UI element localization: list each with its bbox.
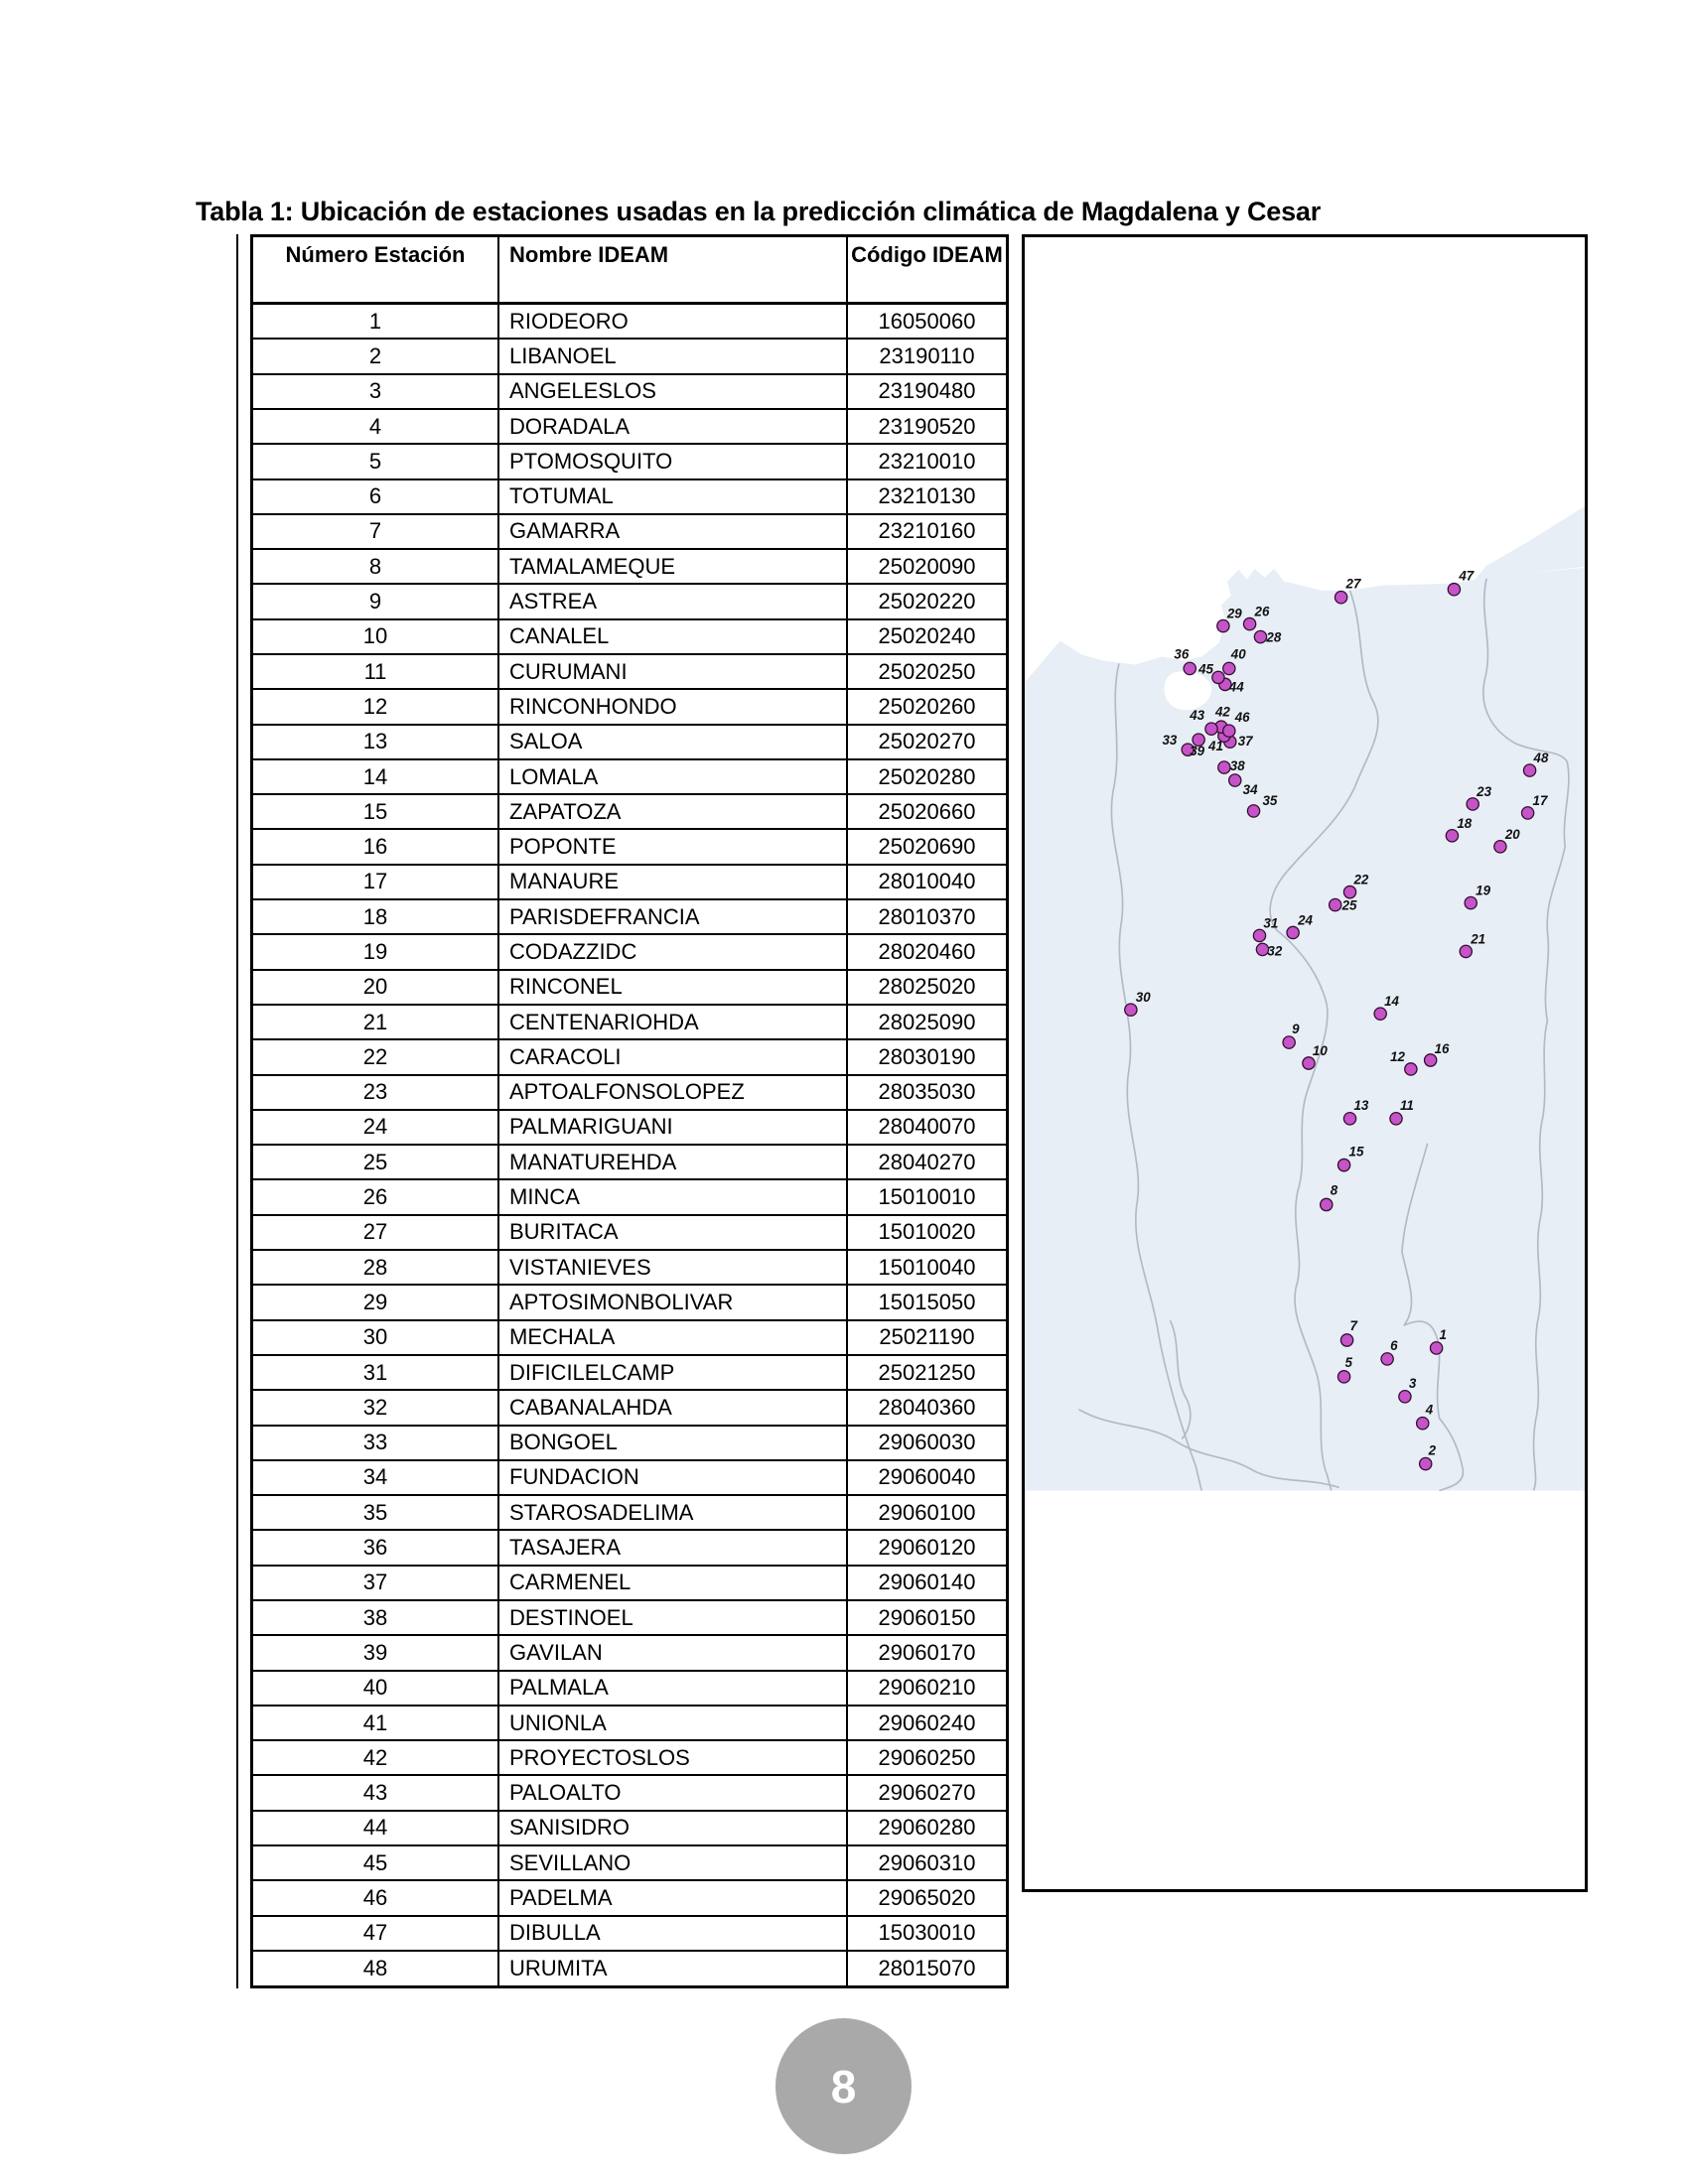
table-row: [252, 829, 1008, 864]
table-row: [252, 1706, 1008, 1740]
station-label: 6: [1390, 1337, 1398, 1353]
table-header: [252, 236, 1008, 304]
station-label: 32: [1267, 943, 1283, 959]
cell-nombre: ZAPATOZA: [498, 794, 847, 829]
table-row: [252, 1530, 1008, 1565]
station-dot: [1303, 1057, 1315, 1069]
cell-numero: 16: [252, 829, 499, 864]
cell-numero: 44: [252, 1811, 499, 1845]
column-header: Nombre IDEAM: [498, 236, 847, 304]
table-row: [252, 514, 1008, 549]
cell-nombre: VISTANIEVES: [498, 1250, 847, 1285]
cell-codigo: 15010020: [847, 1215, 1008, 1250]
station-dot: [1223, 662, 1235, 674]
table-row: [252, 374, 1008, 409]
cell-nombre: CODAZZIDC: [498, 934, 847, 969]
station-dot: [1399, 1391, 1411, 1403]
cell-nombre: MANAURE: [498, 865, 847, 899]
cell-nombre: CABANALAHDA: [498, 1390, 847, 1425]
station-label: 13: [1353, 1097, 1369, 1113]
column-header: Código IDEAM: [847, 236, 1008, 304]
station-dot: [1420, 1457, 1432, 1469]
cell-codigo: 29060040: [847, 1460, 1008, 1495]
station-label: 42: [1214, 704, 1230, 720]
station-dot: [1247, 805, 1259, 817]
cell-nombre: RINCONHONDO: [498, 689, 847, 724]
cell-numero: 4: [252, 409, 499, 444]
cell-numero: 14: [252, 759, 499, 794]
station-label: 12: [1390, 1048, 1405, 1065]
table-row: [252, 865, 1008, 899]
cell-numero: 36: [252, 1530, 499, 1565]
station-dot: [1184, 662, 1196, 674]
cell-numero: 46: [252, 1880, 499, 1915]
cell-numero: 41: [252, 1706, 499, 1740]
cell-nombre: PROYECTOSLOS: [498, 1740, 847, 1775]
cell-nombre: DESTINOEL: [498, 1600, 847, 1635]
station-label: 14: [1384, 994, 1400, 1010]
cell-nombre: LOMALA: [498, 759, 847, 794]
station-dot: [1229, 774, 1241, 786]
station-label: 2: [1428, 1442, 1437, 1458]
station-label: 33: [1162, 733, 1178, 749]
cell-codigo: 29060210: [847, 1671, 1008, 1706]
station-label: 31: [1263, 915, 1279, 931]
station-dot: [1254, 630, 1266, 642]
table-row: [252, 725, 1008, 759]
table-row: [252, 1250, 1008, 1285]
cell-numero: 18: [252, 899, 499, 934]
station-dot: [1283, 1036, 1295, 1048]
table-row: [252, 1566, 1008, 1600]
cell-codigo: 23210130: [847, 479, 1008, 514]
table-row: [252, 1460, 1008, 1495]
station-dot: [1212, 671, 1224, 683]
table-row: [252, 1355, 1008, 1390]
station-label: 29: [1226, 606, 1242, 621]
table-row: [252, 654, 1008, 689]
station-dot: [1321, 1198, 1333, 1210]
stations-map: [1025, 237, 1585, 1889]
cell-numero: 35: [252, 1495, 499, 1530]
cell-codigo: 28025020: [847, 970, 1008, 1005]
cell-nombre: BURITACA: [498, 1215, 847, 1250]
table-row: [252, 1215, 1008, 1250]
station-label: 26: [1254, 604, 1270, 619]
cell-codigo: 29060030: [847, 1426, 1008, 1460]
station-marker: [1330, 898, 1357, 913]
table-row: [252, 1320, 1008, 1355]
station-dot: [1287, 926, 1299, 938]
station-label: 3: [1408, 1375, 1417, 1391]
content-row: [236, 234, 1588, 1988]
cell-numero: 6: [252, 479, 499, 514]
station-label: 1: [1439, 1326, 1447, 1343]
station-label: 17: [1532, 792, 1548, 808]
station-dot: [1467, 798, 1478, 810]
guajira-land-area: [1475, 506, 1585, 580]
cell-nombre: PALMARIGUANI: [498, 1110, 847, 1145]
table-row: [252, 1880, 1008, 1915]
table-row: [252, 934, 1008, 969]
page-title: Tabla 1: Ubicación de estaciones usadas en la predicción climática de Magdalena y Cesar: [196, 197, 1322, 226]
cell-numero: 17: [252, 865, 499, 899]
cell-codigo: 23210160: [847, 514, 1008, 549]
station-dot: [1243, 617, 1255, 629]
station-label: 37: [1237, 734, 1253, 750]
table-row: [252, 1671, 1008, 1706]
cell-numero: 12: [252, 689, 499, 724]
station-label: 24: [1298, 912, 1313, 928]
station-dot: [1337, 1371, 1349, 1383]
station-dot: [1125, 1004, 1137, 1016]
cell-nombre: SALOA: [498, 725, 847, 759]
cell-codigo: 28040360: [847, 1390, 1008, 1425]
table-row: [252, 1285, 1008, 1319]
station-dot: [1330, 898, 1341, 910]
station-label: 9: [1292, 1022, 1300, 1037]
cell-numero: 23: [252, 1075, 499, 1110]
cell-nombre: DIBULLA: [498, 1916, 847, 1951]
station-dot: [1218, 761, 1230, 773]
table-row: [252, 304, 1008, 340]
column-header: Número Estación: [252, 236, 499, 304]
station-dot: [1523, 764, 1535, 776]
cell-codigo: 15030010: [847, 1916, 1008, 1951]
table-row: [252, 549, 1008, 584]
cell-nombre: RIODEORO: [498, 304, 847, 340]
cell-nombre: CURUMANI: [498, 654, 847, 689]
table-row: [252, 1179, 1008, 1214]
cell-nombre: PALMALA: [498, 1671, 847, 1706]
cell-numero: 48: [252, 1951, 499, 1987]
cell-codigo: 25021190: [847, 1320, 1008, 1355]
cell-codigo: 28015070: [847, 1951, 1008, 1987]
station-dot: [1253, 929, 1265, 941]
station-label: 23: [1477, 783, 1492, 799]
station-label: 38: [1229, 758, 1245, 774]
station-label: 11: [1399, 1097, 1414, 1113]
station-dot: [1446, 830, 1458, 842]
cell-numero: 45: [252, 1845, 499, 1880]
table-map-gap: [1009, 234, 1022, 244]
table-row: [252, 759, 1008, 794]
station-dot: [1390, 1113, 1402, 1125]
table-row: [252, 409, 1008, 444]
stations-table: [250, 234, 1009, 1988]
table-row: [252, 899, 1008, 934]
cell-codigo: 25020220: [847, 584, 1008, 618]
station-dot: [1223, 725, 1235, 737]
cell-nombre: DIFICILELCAMP: [498, 1355, 847, 1390]
station-label: 40: [1230, 646, 1246, 662]
cell-codigo: 23190520: [847, 409, 1008, 444]
cell-nombre: MECHALA: [498, 1320, 847, 1355]
cell-nombre: PALOALTO: [498, 1775, 847, 1810]
cell-numero: 37: [252, 1566, 499, 1600]
cell-numero: 7: [252, 514, 499, 549]
station-dot: [1494, 841, 1506, 853]
table-row: [252, 444, 1008, 478]
cell-numero: 8: [252, 549, 499, 584]
cell-numero: 25: [252, 1145, 499, 1179]
table-row: [252, 1951, 1008, 1987]
table-row: [252, 689, 1008, 724]
station-dot: [1374, 1008, 1386, 1020]
table-row: [252, 1426, 1008, 1460]
station-dot: [1337, 1159, 1349, 1170]
station-label: 45: [1198, 661, 1213, 677]
cell-numero: 24: [252, 1110, 499, 1145]
cell-codigo: 29060250: [847, 1740, 1008, 1775]
cell-codigo: 28010040: [847, 865, 1008, 899]
cell-numero: 1: [252, 304, 499, 340]
station-label: 28: [1266, 629, 1282, 645]
cell-nombre: POPONTE: [498, 829, 847, 864]
cell-codigo: 23210010: [847, 444, 1008, 478]
cell-nombre: MINCA: [498, 1179, 847, 1214]
cell-nombre: APTOSIMONBOLIVAR: [498, 1285, 847, 1319]
cell-numero: 38: [252, 1600, 499, 1635]
station-dot: [1405, 1063, 1417, 1075]
cell-nombre: APTOALFONSOLOPEZ: [498, 1075, 847, 1110]
station-label: 22: [1353, 872, 1369, 887]
cell-codigo: 15010040: [847, 1250, 1008, 1285]
cell-numero: 31: [252, 1355, 499, 1390]
station-label: 43: [1190, 708, 1205, 724]
table-row: [252, 1005, 1008, 1039]
cell-codigo: 25020660: [847, 794, 1008, 829]
station-dot: [1465, 896, 1477, 908]
table-outer-spacer: [236, 234, 250, 1988]
station-label: 15: [1348, 1144, 1364, 1160]
cell-nombre: ASTREA: [498, 584, 847, 618]
station-dot: [1340, 1334, 1352, 1346]
cell-codigo: 25020240: [847, 619, 1008, 654]
cell-codigo: 29060170: [847, 1635, 1008, 1670]
cell-codigo: 28030190: [847, 1039, 1008, 1074]
cell-nombre: CARMENEL: [498, 1566, 847, 1600]
cell-nombre: CENTENARIOHDA: [498, 1005, 847, 1039]
cell-codigo: 29060100: [847, 1495, 1008, 1530]
table-row: [252, 1811, 1008, 1845]
station-label: 39: [1190, 744, 1205, 759]
cell-codigo: 23190110: [847, 339, 1008, 373]
station-label: 8: [1330, 1182, 1338, 1198]
cell-numero: 2: [252, 339, 499, 373]
station-label: 34: [1242, 781, 1258, 797]
cell-nombre: TASAJERA: [498, 1530, 847, 1565]
cell-numero: 9: [252, 584, 499, 618]
cell-codigo: 29060310: [847, 1845, 1008, 1880]
cell-codigo: 29060270: [847, 1775, 1008, 1810]
station-label: 41: [1208, 739, 1223, 754]
cell-nombre: URUMITA: [498, 1951, 847, 1987]
table-body: [252, 304, 1008, 1987]
cell-numero: 13: [252, 725, 499, 759]
station-label: 36: [1174, 646, 1190, 662]
table-row: [252, 479, 1008, 514]
cell-numero: 21: [252, 1005, 499, 1039]
station-dot: [1335, 592, 1346, 604]
cell-nombre: PADELMA: [498, 1880, 847, 1915]
cell-numero: 5: [252, 444, 499, 478]
table-row: [252, 1845, 1008, 1880]
cell-numero: 20: [252, 970, 499, 1005]
page-number: 8: [830, 2060, 857, 2113]
station-label: 44: [1228, 679, 1244, 695]
cell-numero: 11: [252, 654, 499, 689]
table-row: [252, 1039, 1008, 1074]
cell-nombre: MANATUREHDA: [498, 1145, 847, 1179]
map-panel: [1022, 234, 1588, 1892]
header-row: [252, 236, 1008, 304]
table-row: [252, 970, 1008, 1005]
cell-nombre: ANGELESLOS: [498, 374, 847, 409]
table-row: [252, 1495, 1008, 1530]
cell-codigo: 28040070: [847, 1110, 1008, 1145]
station-label: 30: [1135, 990, 1151, 1006]
cell-nombre: STAROSADELIMA: [498, 1495, 847, 1530]
cell-numero: 26: [252, 1179, 499, 1214]
station-label: 48: [1533, 751, 1549, 766]
station-label: 27: [1345, 576, 1361, 592]
cell-codigo: 29060140: [847, 1566, 1008, 1600]
table-row: [252, 339, 1008, 373]
cell-nombre: LIBANOEL: [498, 339, 847, 373]
cell-codigo: 25020090: [847, 549, 1008, 584]
station-dot: [1343, 1113, 1355, 1125]
table-row: [252, 1635, 1008, 1670]
station-dot: [1217, 619, 1229, 631]
cell-codigo: 28035030: [847, 1075, 1008, 1110]
cell-nombre: SEVILLANO: [498, 1845, 847, 1880]
cell-nombre: BONGOEL: [498, 1426, 847, 1460]
cell-numero: 27: [252, 1215, 499, 1250]
cell-numero: 29: [252, 1285, 499, 1319]
cell-nombre: GAVILAN: [498, 1635, 847, 1670]
cell-codigo: 25020690: [847, 829, 1008, 864]
cell-codigo: 29060150: [847, 1600, 1008, 1635]
station-label: 35: [1262, 792, 1278, 808]
station-label: 46: [1234, 710, 1250, 726]
station-label: 18: [1457, 815, 1473, 831]
cell-nombre: CANALEL: [498, 619, 847, 654]
cell-numero: 3: [252, 374, 499, 409]
cell-codigo: 25021250: [847, 1355, 1008, 1390]
cell-codigo: 25020270: [847, 725, 1008, 759]
cell-codigo: 25020260: [847, 689, 1008, 724]
cell-numero: 47: [252, 1916, 499, 1951]
station-dot: [1430, 1342, 1442, 1354]
station-label: 7: [1349, 1317, 1357, 1334]
station-label: 47: [1459, 568, 1475, 584]
land-area: [1025, 568, 1585, 1491]
cell-numero: 43: [252, 1775, 499, 1810]
cell-codigo: 15015050: [847, 1285, 1008, 1319]
cell-numero: 22: [252, 1039, 499, 1074]
cell-codigo: 29060240: [847, 1706, 1008, 1740]
cell-numero: 10: [252, 619, 499, 654]
cell-nombre: FUNDACION: [498, 1460, 847, 1495]
table-row: [252, 1110, 1008, 1145]
cell-numero: 28: [252, 1250, 499, 1285]
cell-codigo: 28040270: [847, 1145, 1008, 1179]
cell-nombre: RINCONEL: [498, 970, 847, 1005]
cell-numero: 39: [252, 1635, 499, 1670]
station-label: 5: [1344, 1354, 1352, 1370]
station-label: 21: [1471, 931, 1486, 947]
cell-nombre: UNIONLA: [498, 1706, 847, 1740]
station-dot: [1343, 886, 1355, 897]
station-dot: [1205, 723, 1217, 735]
station-dot: [1381, 1353, 1393, 1365]
cell-nombre: PARISDEFRANCIA: [498, 899, 847, 934]
table-row: [252, 1775, 1008, 1810]
cell-codigo: 15010010: [847, 1179, 1008, 1214]
station-label: 10: [1312, 1042, 1328, 1059]
station-dot: [1417, 1418, 1429, 1430]
table-row: [252, 1390, 1008, 1425]
cell-numero: 30: [252, 1320, 499, 1355]
cell-nombre: PTOMOSQUITO: [498, 444, 847, 478]
station-label: 25: [1341, 897, 1357, 913]
station-label: 16: [1434, 1040, 1450, 1057]
page-number-badge: [775, 2018, 912, 2154]
station-dot: [1460, 945, 1472, 957]
cell-numero: 33: [252, 1426, 499, 1460]
station-label: 19: [1476, 883, 1491, 898]
cell-nombre: GAMARRA: [498, 514, 847, 549]
table-row: [252, 794, 1008, 829]
cell-numero: 32: [252, 1390, 499, 1425]
cell-codigo: 28020460: [847, 934, 1008, 969]
table-row: [252, 1075, 1008, 1110]
cell-nombre: SANISIDRO: [498, 1811, 847, 1845]
cell-codigo: 29060280: [847, 1811, 1008, 1845]
station-marker: [1254, 629, 1281, 644]
cell-numero: 15: [252, 794, 499, 829]
table-row: [252, 1600, 1008, 1635]
cell-codigo: 25020250: [847, 654, 1008, 689]
cell-nombre: CARACOLI: [498, 1039, 847, 1074]
cell-numero: 34: [252, 1460, 499, 1495]
station-dot: [1521, 807, 1533, 819]
station-label: 4: [1425, 1402, 1434, 1418]
table-row: [252, 1145, 1008, 1179]
cell-nombre: DORADALA: [498, 409, 847, 444]
cell-codigo: 28010370: [847, 899, 1008, 934]
cell-numero: 40: [252, 1671, 499, 1706]
table-row: [252, 1916, 1008, 1951]
cell-nombre: TAMALAMEQUE: [498, 549, 847, 584]
cell-numero: 19: [252, 934, 499, 969]
cell-codigo: 23190480: [847, 374, 1008, 409]
table-row: [252, 619, 1008, 654]
cell-numero: 42: [252, 1740, 499, 1775]
cell-codigo: 28025090: [847, 1005, 1008, 1039]
cell-codigo: 16050060: [847, 304, 1008, 340]
cell-nombre: TOTUMAL: [498, 479, 847, 514]
cell-codigo: 29065020: [847, 1880, 1008, 1915]
station-dot: [1448, 584, 1460, 596]
cell-codigo: 29060120: [847, 1530, 1008, 1565]
table-row: [252, 584, 1008, 618]
cell-codigo: 25020280: [847, 759, 1008, 794]
station-label: 20: [1504, 826, 1520, 842]
table-row: [252, 1740, 1008, 1775]
